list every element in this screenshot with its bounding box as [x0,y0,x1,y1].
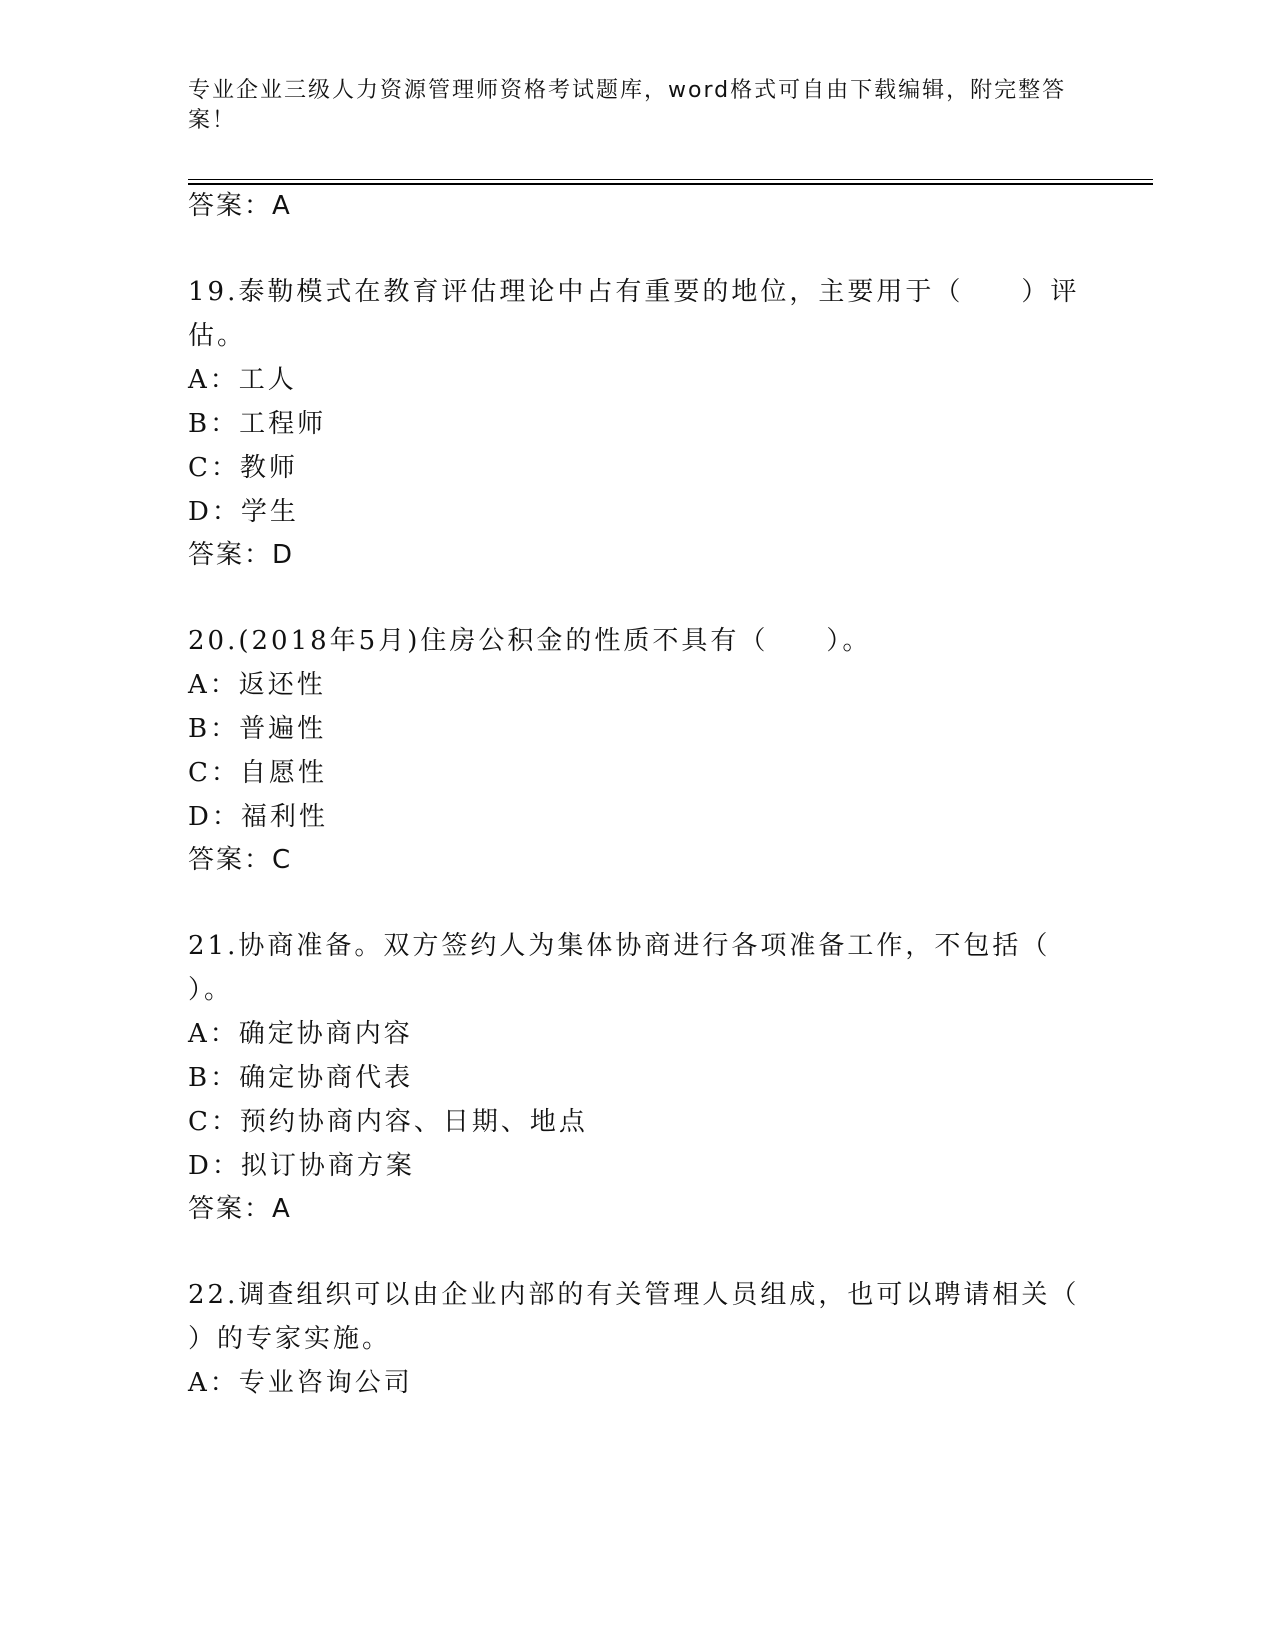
question-20-option-a: A：返还性 [188,670,326,700]
question-20-option-c: C：自愿性 [188,758,327,788]
question-19-option-c: C：教师 [188,453,298,483]
question-21-option-b: B：确定协商代表 [188,1063,414,1093]
question-19-answer: 答案：D [188,540,295,570]
question-21-option-d: D：拟订协商方案 [188,1151,415,1181]
question-19-option-b: B：工程师 [188,409,327,439]
question-21-stem-line1: 21.协商准备。双方签约人为集体协商进行各项准备工作，不包括（ [188,931,1051,961]
question-20-stem-line1: 20.(2018年5月)住房公积金的性质不具有（ ）。 [188,626,872,656]
question-20-option-d: D：福利性 [188,802,328,832]
question-21-answer: 答案：A [188,1194,292,1224]
question-22-option-a: A：专业咨询公司 [188,1368,413,1398]
document-header: 专业企业三级人力资源管理师资格考试题库，word格式可自由下载编辑，附完整答案！ [188,78,1067,133]
question-21-stem-line2: ）。 [188,975,234,1005]
question-19-stem-line1: 19.泰勒模式在教育评估理论中占有重要的地位，主要用于（ ）评 [188,277,1080,307]
question-19-option-a: A：工人 [188,365,297,395]
question-20-option-b: B：普遍性 [188,714,327,744]
question-21-option-a: A：确定协商内容 [188,1019,413,1049]
question-20-answer: 答案：C [188,845,293,875]
answer-prev: 答案：A [188,191,292,221]
question-21-option-c: C：预约协商内容、日期、地点 [188,1107,588,1137]
question-22-stem-line1: 22.调查组织可以由企业内部的有关管理人员组成，也可以聘请相关（ [188,1280,1080,1310]
question-19-stem-line2: 估。 [188,321,247,351]
header-rule-thick [188,183,1153,185]
question-22-stem-line2: ）的专家实施。 [188,1324,392,1354]
question-19-option-d: D：学生 [188,497,299,527]
header-rule-thin [188,179,1153,180]
